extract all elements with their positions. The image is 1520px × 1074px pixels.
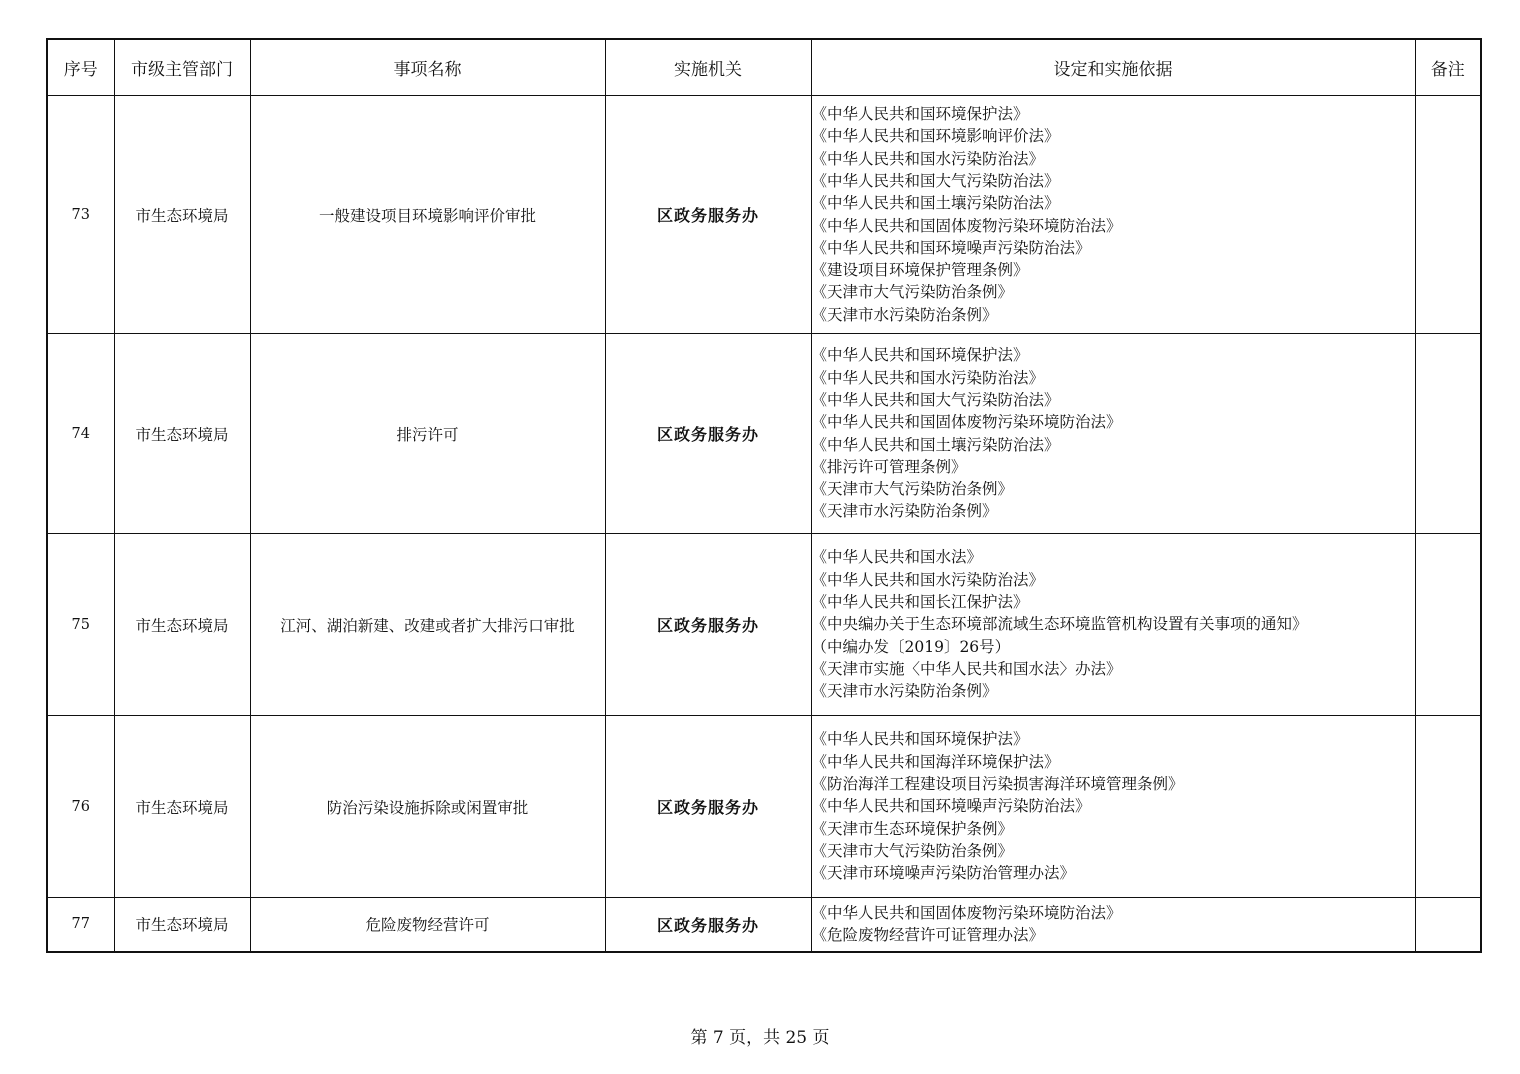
table-header-row (47, 39, 1481, 96)
basis-line: 《中华人民共和国固体废物污染环境防治法》 (811, 904, 1122, 922)
page-number: 第 7 页，共 25 页 (690, 1028, 830, 1048)
basis-line: 《中华人民共和国固体废物污染环境防治法》 (811, 216, 1122, 235)
row-agency: 区政务服务办 (605, 96, 811, 334)
basis-line: 《天津市实施〈中华人民共和国水法〉办法》 (811, 659, 1122, 678)
basis-line: 《中华人民共和国土壤污染防治法》 (811, 435, 1060, 454)
row-item: 排污许可 (250, 334, 605, 534)
basis-line: 《天津市生态环境保护条例》 (811, 819, 1014, 838)
row-no: 75 (47, 534, 114, 716)
row-basis (811, 716, 1415, 898)
basis-line: 《中华人民共和国大气污染防治法》 (811, 171, 1060, 190)
row-dept: 市生态环境局 (114, 334, 250, 534)
row-item: 危险废物经营许可 (250, 898, 605, 952)
basis-line: 《中华人民共和国环境保护法》 (811, 346, 1029, 365)
basis-line: 《天津市水污染防治条例》 (811, 305, 998, 324)
basis-line: 《中华人民共和国环境影响评价法》 (811, 127, 1060, 146)
header-agency: 实施机关 (605, 39, 811, 96)
basis-line: 《中华人民共和国水法》 (811, 548, 983, 567)
basis-line: 《天津市大气污染防治条例》 (811, 841, 1014, 860)
row-basis (811, 534, 1415, 716)
row-basis (811, 96, 1415, 334)
basis-line: 《天津市大气污染防治条例》 (811, 480, 1014, 499)
table-row (47, 534, 1481, 716)
row-item: 防治污染设施拆除或闲置审批 (250, 716, 605, 898)
header-dept: 市级主管部门 (114, 39, 250, 96)
basis-line: （中编办发〔2019〕26号） (811, 637, 1011, 656)
basis-line: 《中华人民共和国水污染防治法》 (811, 570, 1045, 589)
basis-line: 《中华人民共和国水污染防治法》 (811, 368, 1045, 387)
basis-line: 《中华人民共和国水污染防治法》 (811, 149, 1045, 168)
approval-items-table (46, 38, 1482, 953)
basis-line: 《建设项目环境保护管理条例》 (811, 261, 1029, 280)
row-note (1415, 96, 1481, 334)
row-dept: 市生态环境局 (114, 898, 250, 952)
basis-line: 《中华人民共和国环境保护法》 (811, 105, 1029, 124)
basis-line: 《中华人民共和国土壤污染防治法》 (811, 194, 1060, 213)
row-agency: 区政务服务办 (605, 534, 811, 716)
basis-line: 《中华人民共和国大气污染防治法》 (811, 390, 1060, 409)
basis-line: 《天津市水污染防治条例》 (811, 502, 998, 521)
basis-line: 《中华人民共和国环境噪声污染防治法》 (811, 797, 1091, 816)
row-note (1415, 334, 1481, 534)
table-row (47, 898, 1481, 952)
row-no: 76 (47, 716, 114, 898)
header-item: 事项名称 (250, 39, 605, 96)
row-agency: 区政务服务办 (605, 716, 811, 898)
row-basis (811, 334, 1415, 534)
basis-line: 《防治海洋工程建设项目污染损害海洋环境管理条例》 (811, 775, 1184, 794)
basis-line: 《中央编办关于生态环境部流域生态环境监管机构设置有关事项的通知》 (811, 615, 1308, 634)
row-item: 一般建设项目环境影响评价审批 (250, 96, 605, 334)
basis-line: 《天津市环境噪声污染防治管理办法》 (811, 864, 1076, 883)
table-row (47, 96, 1481, 334)
basis-line: 《中华人民共和国固体废物污染环境防治法》 (811, 413, 1122, 432)
basis-line: 《中华人民共和国海洋环境保护法》 (811, 752, 1060, 771)
basis-line: 《中华人民共和国环境保护法》 (811, 730, 1029, 749)
basis-line: 《天津市水污染防治条例》 (811, 682, 998, 701)
basis-line: 《排污许可管理条例》 (811, 457, 967, 476)
basis-line: 《天津市大气污染防治条例》 (811, 283, 1014, 302)
row-basis (811, 898, 1415, 952)
row-dept: 市生态环境局 (114, 96, 250, 334)
header-no: 序号 (47, 39, 114, 96)
row-agency: 区政务服务办 (605, 898, 811, 952)
row-note (1415, 898, 1481, 952)
basis-line: 《中华人民共和国长江保护法》 (811, 593, 1029, 612)
row-no: 77 (47, 898, 114, 952)
row-note (1415, 716, 1481, 898)
row-agency: 区政务服务办 (605, 334, 811, 534)
row-dept: 市生态环境局 (114, 534, 250, 716)
basis-line: 《危险废物经营许可证管理办法》 (811, 926, 1045, 945)
header-note: 备注 (1415, 39, 1481, 96)
header-basis: 设定和实施依据 (811, 39, 1415, 96)
basis-line: 《中华人民共和国环境噪声污染防治法》 (811, 238, 1091, 257)
table-row (47, 334, 1481, 534)
row-no: 74 (47, 334, 114, 534)
table-row (47, 716, 1481, 898)
row-dept: 市生态环境局 (114, 716, 250, 898)
row-item: 江河、湖泊新建、改建或者扩大排污口审批 (250, 534, 605, 716)
row-note (1415, 534, 1481, 716)
row-no: 73 (47, 96, 114, 334)
